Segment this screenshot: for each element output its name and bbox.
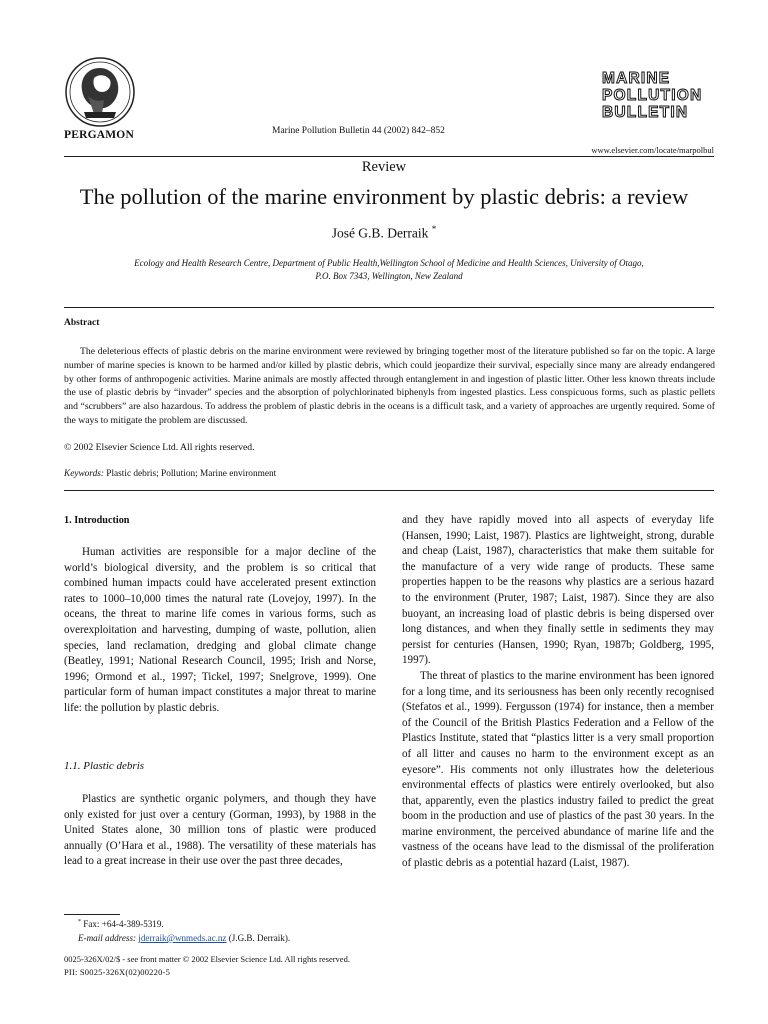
footnote-email [78, 933, 290, 943]
footnote-mark: * [78, 919, 81, 925]
issn-line: 0025-326X/02/$ - see front matter © 2002 Elsevier Science Ltd. All rights reserved. [64, 954, 350, 964]
abstract-copyright: © 2002 Elsevier Science Ltd. All rights reserved. [64, 442, 255, 453]
paragraph-text: Plastics are synthetic organic polymers, and though they have only existed for just over a century (Gorman, 1993), by 1988 in the United States alone, 30 million tons of plastic were produced annually (O’Hara et al., 1988). The versatility of these materials has lead to a great increase in their use over the past three decades, [64, 793, 376, 868]
journal-brand [602, 70, 717, 121]
email-suffix: (J.G.B. Derraik). [228, 933, 291, 943]
author-name: José G.B. Derraik [331, 225, 429, 241]
paragraph-text: Human activities are responsible for a major decline of the world’s biological diversity, and the problem is so critical that combined human impacts could have accelerated present extinction rates to 1000–10,000 times the natural rate (Lovejoy, 1997). In the oceans, the threat to marine life comes in various forms, such as overexploitation and harvesting, dumping of waste, pollution, alien species, land reclamation, dredging and global climate change (Beatley, 1991; National Research Council, 1995; Irish and Norse, 1996; Ormond et al., 1997; Tickel, 1997; Snelgrove, 1999). One particular form of human impact constitutes a major threat to marine life: the pollution by plastic debris. [64, 546, 376, 714]
article-type: Review [361, 159, 407, 175]
plastic-debris-paragraph [64, 792, 376, 870]
elsevier-tree-logo-icon [64, 56, 136, 128]
email-label: E-mail address: [78, 933, 137, 943]
email-link[interactable]: jderraik@wnmeds.ac.nz [138, 933, 227, 943]
keywords-label: Keywords: [64, 469, 104, 479]
abstract-top-divider [64, 307, 714, 308]
fax-text: Fax: +64-4-389-5319. [83, 919, 164, 930]
article-title: The pollution of the marine environment by plastic debris: a review [79, 184, 689, 209]
abstract-body: The deleterious effects of plastic debris on the marine environment were reviewed by bringing together most of the literature published so far on the topic. A large number of marine species is known to be harmed and/or killed by plastic debris, which could jeopardize their survival, especially since many are already endangered by other forms of anthropogenic activities. Marine animals are mostly affected through entanglement in and ingestion of plastic litter. Other less known threats include the use of plastic debris by “invader” species and the absorption of polychlorinated biphenyls from ingested plastics. Less conspicuous forms, such as plastic pellets and “scrubbers” are also hazardous. To address the problem of plastic debris in the oceans is a difficult task, and a variety of approaches are urgently required. Some of the ways to mitigate the problem are discussed. [64, 346, 715, 426]
footnote-divider [64, 914, 120, 915]
right-column [402, 513, 714, 872]
journal-brand-line: POLLUTION [602, 87, 703, 104]
paragraph-text: and they have rapidly moved into all aspects of everyday life (Hansen, 1990; Laist, 1987). Plastics are lightweight, strong, durable and cheap (Laist, 1987), characteristics that make them suitable for the manufacture of a very wide range of products. These same properties happen to be the reasons why plastics are a serious hazard to the environment (Pruter, 1987; Laist, 1987). Since they are also buoyant, an increasing load of plastic debris is being dispersed over long distances, and when they finally settle in sediments they may persist for centuries (Hansen, 1990; Ryan, 1987b; Goldberg, 1995, 1997). [402, 514, 714, 667]
journal-citation: Marine Pollution Bulletin 44 (2002) 842–852 [272, 126, 445, 136]
footnote-fax [78, 919, 164, 929]
section-heading-introduction: 1. Introduction [64, 515, 130, 526]
affiliation-line: P.O. Box 7343, Wellington, New Zealand [315, 271, 463, 281]
keywords [64, 469, 276, 479]
journal-brand-line: BULLETIN [602, 104, 689, 121]
subsection-heading-plastic-debris: 1.1. Plastic debris [64, 760, 145, 772]
journal-url[interactable]: www.elsevier.com/locate/marpolbul [591, 145, 714, 155]
affiliation [64, 257, 714, 283]
pii-line: PII: S0025-326X(02)00220-5 [64, 967, 171, 977]
header-divider [64, 156, 714, 157]
author-line [0, 224, 768, 242]
keywords-value: Plastic debris; Pollution; Marine environment [106, 469, 277, 479]
journal-brand-line: MARINE [602, 70, 671, 87]
abstract-heading: Abstract [64, 318, 100, 328]
affiliation-line: Ecology and Health Research Centre, Department of Public Health,Wellington School of Medicine and Health Sciences, University of Otago, [134, 258, 644, 268]
publisher-name: PERGAMON [64, 129, 134, 141]
introduction-paragraph [64, 545, 376, 717]
abstract-bottom-divider [64, 490, 714, 491]
paragraph-text: The threat of plastics to the marine environment has been ignored for a long time, and its seriousness has been only recently recognised (Stefatos et al., 1999). Fergusson (1974) for instance, then a member of the Council of the British Plastics Federation and a Fellow of the Plastics Institute, stated that “plastics litter is a very small proportion of all litter and causes no harm to the environment except as an eyesore”. His comments not only illustrates how the deleterious environmental effects of plastics were entirely overlooked, but also that, apparently, even the plastics industry failed to predict the great boom in the production and use of plastics of the past 30 years. In the marine environment, the perceived abundance of marine life and the vastness of the oceans have lead to the dismissal of the proliferation of plastic debris as a potential hazard (Laist, 1987). [402, 669, 714, 870]
author-footnote-mark[interactable]: * [431, 224, 437, 234]
